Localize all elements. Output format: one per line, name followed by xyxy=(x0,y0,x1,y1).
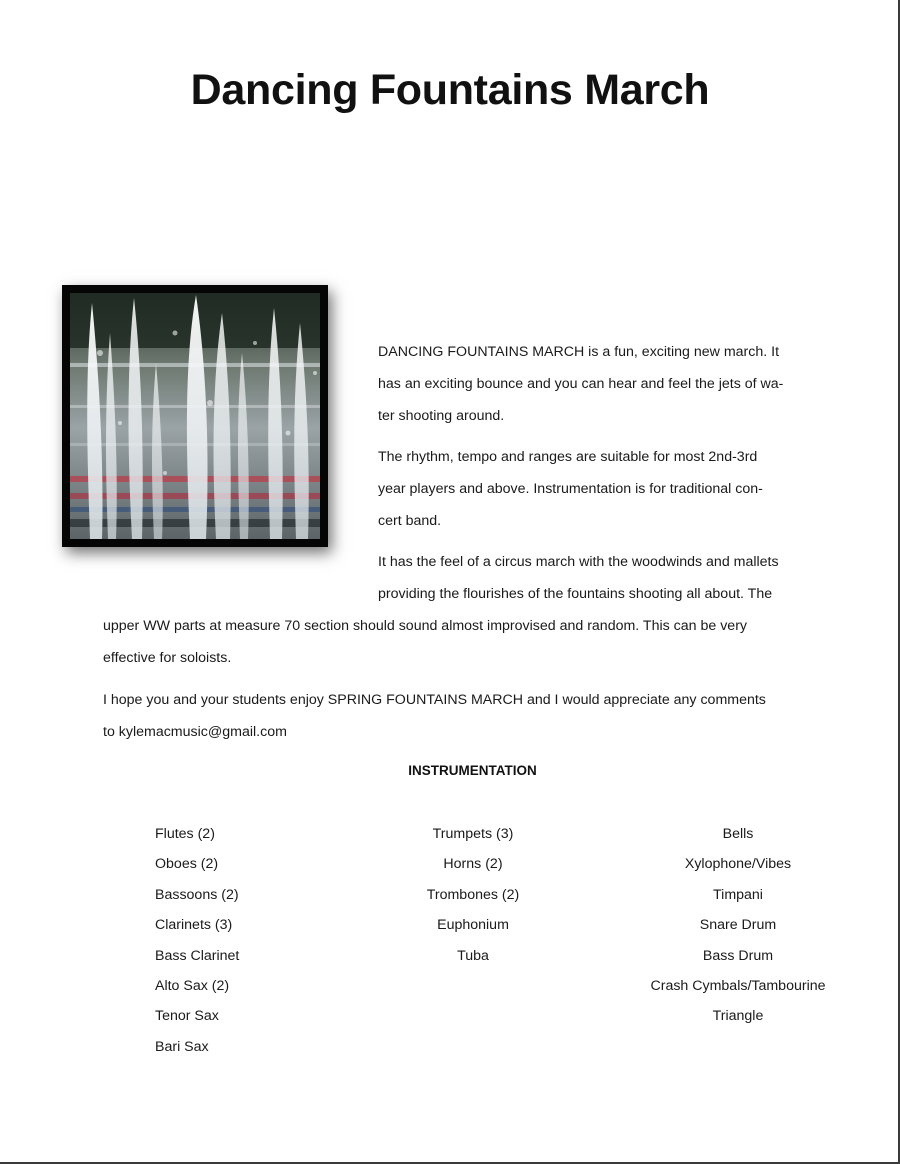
instrument-item: Trombones (2) xyxy=(426,886,520,903)
instrument-item: Oboes (2) xyxy=(155,856,219,873)
paragraph-4-line-2: to kylemacmusic@gmail.com xyxy=(103,724,287,740)
paragraph-2-line-3: cert band. xyxy=(378,513,442,529)
paragraph-2-line-2: year players and above. Instrumentation is for traditional con- xyxy=(378,481,763,497)
description-paragraph-3-bottom xyxy=(103,610,863,674)
brass-list xyxy=(373,819,573,971)
instrument-item: Bass Drum xyxy=(702,947,774,964)
instrument-item: Crash Cymbals/Tambourine xyxy=(650,977,826,994)
paragraph-3-line-1: It has the feel of a circus march with the woodwinds and mallets xyxy=(378,554,779,570)
instrument-item: Trumpets (3) xyxy=(432,826,514,842)
page-title: Dancing Fountains March xyxy=(190,66,710,114)
instrument-item: Tuba xyxy=(457,947,489,964)
description-paragraph-1 xyxy=(378,336,848,432)
paragraph-3-line-3: upper WW parts at measure 70 section should sound almost improvised and random. This can be very xyxy=(103,618,748,634)
instrument-item: Euphonium xyxy=(437,917,509,934)
description-paragraph-3-top xyxy=(378,546,858,610)
instrument-item: Bells xyxy=(722,826,754,842)
instrument-item: Timpani xyxy=(713,886,763,903)
description-paragraph-4 xyxy=(103,684,863,748)
paragraph-1-line-1: DANCING FOUNTAINS MARCH is a fun, exciting new march. It xyxy=(378,344,780,360)
fountain-photo xyxy=(62,285,328,547)
instrumentation-heading: INSTRUMENTATION xyxy=(408,763,537,778)
instrument-item: Clarinets (3) xyxy=(155,917,233,934)
instrument-item: Alto Sax (2) xyxy=(155,977,230,994)
paragraph-3-line-2: providing the flourishes of the fountains shooting all about. The xyxy=(378,586,773,602)
instrument-item: Snare Drum xyxy=(699,917,777,934)
instrument-item: Bassoons (2) xyxy=(155,886,239,903)
instrument-item: Triangle xyxy=(712,1008,764,1025)
paragraph-2-line-1: The rhythm, tempo and ranges are suitable for most 2nd-3rd xyxy=(378,449,758,465)
instrument-item: Flutes (2) xyxy=(155,826,215,842)
paragraph-1-line-3: ter shooting around. xyxy=(378,408,505,424)
instrument-item: Horns (2) xyxy=(443,856,503,873)
woodwinds-list xyxy=(155,819,355,1062)
instrument-item: Tenor Sax xyxy=(155,1008,219,1025)
paragraph-4-line-1: I hope you and your students enjoy SPRING FOUNTAINS MARCH and I would appreciate any comments xyxy=(103,692,766,708)
instrument-item: Bari Sax xyxy=(155,1038,209,1055)
percussion-list xyxy=(628,819,848,1032)
fountain-photo-image xyxy=(70,293,320,539)
instrument-item: Xylophone/Vibes xyxy=(684,856,792,873)
description-paragraph-2 xyxy=(378,441,848,537)
instrument-item: Bass Clarinet xyxy=(155,947,240,964)
paragraph-1-line-2: has an exciting bounce and you can hear and feel the jets of wa- xyxy=(378,376,784,392)
paragraph-3-line-4: effective for soloists. xyxy=(103,650,232,666)
